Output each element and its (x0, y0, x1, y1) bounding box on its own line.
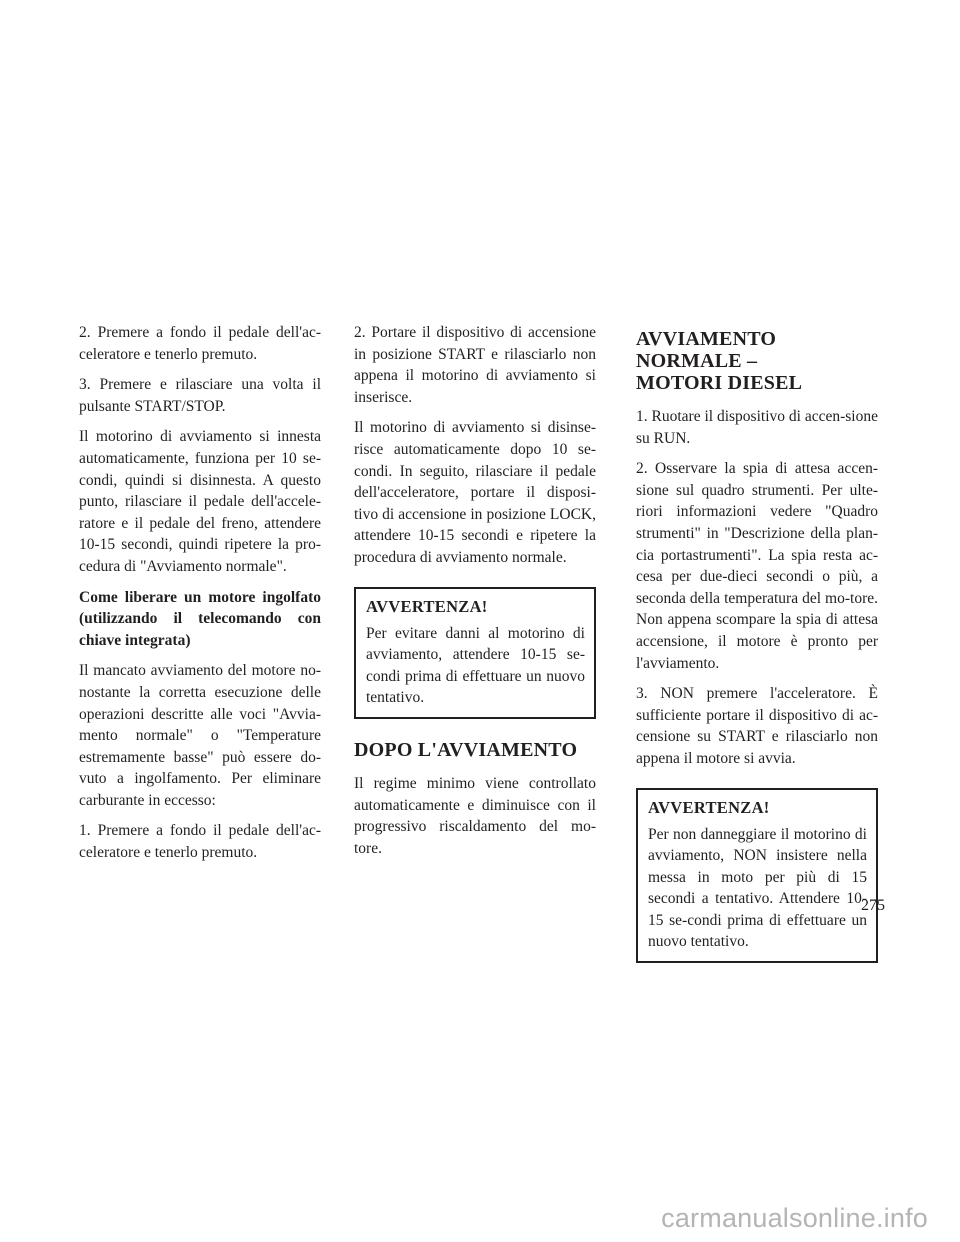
paragraph-starter-disengage: Il motorino di avviamento si disinse-risce automaticamente dopo 10 se-condi. In seguito, rilasciare il pedale dell'acceleratore, portare il disposi-tivo di accensione in posizione LOCK, attendere 10-15 secondi e ripetere la procedura di avviamento normale. (354, 419, 596, 566)
warning-box (354, 587, 596, 719)
paragraph-idle-speed: Il regime minimo viene controllato automaticamente e diminuisce con il progressivo riscaldamento del mo-tore. (354, 774, 596, 857)
paragraph-diesel-step-1: 1. Ruotare il dispositivo di accen-sione su RUN. (636, 408, 878, 447)
paragraph-step-2: 2. Premere a fondo il pedale dell'ac-celeratore e tenerlo premuto. (79, 324, 321, 363)
column-middle (354, 322, 596, 868)
warning-text-diesel: Per non danneggiare il motorino di avviamento, NON insistere nella messa in moto per più di 15 secondi a tentativo. Attendere 10-15 se-condi prima di effettuare un nuovo tentativo. (648, 825, 867, 951)
warning-title-diesel: AVVERTENZA! (648, 797, 770, 817)
paragraph-flood-step-1: 1. Premere a fondo il pedale dell'ac-celeratore e tenerlo premuto. (79, 822, 321, 862)
paragraph-diesel-step-2: 2. Osservare la spia di attesa accen-sione sul quadro strumenti. Per ulte-riori informazioni vedere "Quadro strumenti" in "Descrizione della plan-cia portastrumenti". La spia resta ac-cesa per due-dieci secondi o più, a seconda della temperatura del mo-tore. Non appena scompare la spia di attesa accensione, il motore è pronto per l'avviamento. (636, 460, 878, 672)
paragraph-flooding-cause: Il mancato avviamento del motore no-nostante la corretta esecuzione delle operazioni descritte alle voci "Avvia-mento normale" o "Temperature estremamente basse" può essere do-vuto a ingolfamento. Per eliminare carburante in eccesso: (79, 662, 321, 809)
watermark: carmanualsonline.info (661, 1203, 928, 1233)
subheading-flooded-engine: Come liberare un motore ingolfato (utilizzando il telecomando con chiave integrata) (79, 588, 321, 649)
heading-line-2: MOTORI DIESEL (636, 372, 803, 394)
heading-line-1: AVVIAMENTO NORMALE – (636, 328, 777, 372)
warning-title: AVVERTENZA! (366, 596, 488, 616)
paragraph-starter-info: Il motorino di avviamento si innesta automaticamente, funziona per 10 se-condi, quindi si disinnesta. A questo punto, rilasciare il pedale dell'accele-ratore e il pedale del freno, attendere 10-15 secondi, quindi ripetere la pro-cedura di "Avviamento normale". (79, 428, 321, 575)
paragraph-flood-step-2: 2. Portare il dispositivo di accensione in posizione START e rilasciarlo non appena il motorino di avviamento si inserisce. (354, 324, 596, 406)
page-number: 275 (861, 897, 885, 914)
paragraph-diesel-step-3: 3. NON premere l'acceleratore. È sufficiente portare il dispositivo di ac-censione su START e rilasciarlo non appena il motore si avvia. (636, 685, 878, 767)
warning-text: Per evitare danni al motorino di avviamento, attendere 10-15 se-condi prima di effettuare un nuovo tentativo. (366, 624, 585, 707)
warning-box-diesel (636, 788, 878, 964)
section-heading-diesel-start (636, 328, 878, 394)
column-left (79, 322, 321, 873)
section-heading-after-start: DOPO L'AVVIAMENTO (354, 738, 578, 761)
paragraph-step-3: 3. Premere e rilasciare una volta il pulsante START/STOP. (79, 376, 321, 415)
column-right (636, 322, 878, 963)
